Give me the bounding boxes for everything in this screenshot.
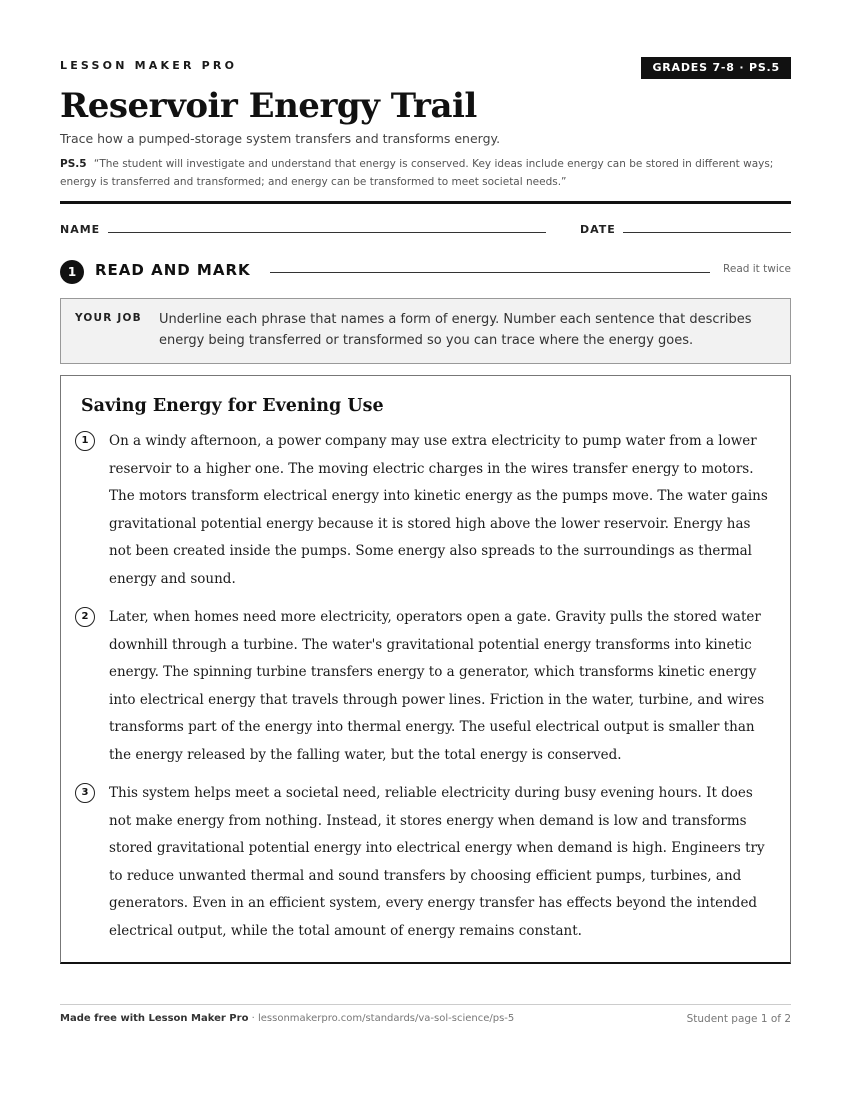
footer-divider <box>60 1004 791 1005</box>
header <box>60 57 791 79</box>
brand-name: LESSON MAKER PRO <box>60 59 238 72</box>
instructions-box <box>60 298 791 364</box>
page-subtitle: Trace how a pumped-storage system transfers and transforms energy. <box>60 131 501 146</box>
instructions-label: YOUR JOB <box>75 312 142 324</box>
section-divider <box>270 272 710 273</box>
instructions-text: Underline each phrase that names a form of energy. Number each sentence that describes energy being transferred or transformed so you can trace where the energy goes. <box>159 312 752 348</box>
paragraph-2: Later, when homes need more electricity, operators open a gate. Gravity pulls the stored water downhill through a turbine. The water's gravitational potential energy transforms into kinetic energy. The spinning turbine transfers energy to a generator, which transforms kinetic energy into electrical energy that travels through power lines. Friction in the water, turbine, and wires transforms part of the energy into thermal energy. The useful electrical output is smaller than the energy released by the falling water, but the total energy is conserved. <box>109 609 765 763</box>
paragraph-3: This system helps meet a societal need, reliable electricity during busy evening hours. It does not make energy from nothing. Instead, it stores energy when demand is low and transforms stored gravitational potential energy into electrical energy when demand is high. Engineers try to reduce unwanted thermal and sound transfers by choosing efficient pumps, turbines, and generators. Even in an efficient system, every energy transfer has effects beyond the intended electrical output, while the total amount of energy remains constant. <box>109 785 765 939</box>
standard-statement <box>60 155 791 191</box>
standard-text: “The student will investigate and understand that energy is conserved. Key ideas include energy can be stored in different ways; energy is transferred and transformed; and energy can be transformed to meet societal needs.” <box>60 158 774 188</box>
paragraph-number-3: 3 <box>75 783 95 803</box>
page-indicator: Student page 1 of 2 <box>686 1013 791 1025</box>
reading-passage <box>60 375 791 964</box>
name-label: NAME <box>60 223 101 236</box>
date-field[interactable] <box>623 232 791 233</box>
grade-badge: GRADES 7-8 · PS.5 <box>641 57 791 79</box>
footer-separator: · <box>248 1013 258 1024</box>
section-number-badge: 1 <box>60 260 84 284</box>
footer-url-link[interactable]: lessonmakerpro.com/standards/va-sol-science/ps-5 <box>257 1013 515 1024</box>
page-title: Reservoir Energy Trail <box>60 86 477 126</box>
footer-credit <box>60 1013 514 1024</box>
name-field[interactable] <box>108 232 546 233</box>
footer-made-with: Made free with Lesson Maker Pro <box>60 1013 249 1024</box>
section-header <box>60 260 791 284</box>
section-note: Read it twice <box>723 263 791 275</box>
date-label: DATE <box>580 223 616 236</box>
standard-code: PS.5 <box>60 158 87 170</box>
section-title: READ AND MARK <box>95 261 251 279</box>
passage-title: Saving Energy for Evening Use <box>81 396 384 416</box>
paragraph-number-1: 1 <box>75 431 95 451</box>
paragraph-number-2: 2 <box>75 607 95 627</box>
header-divider <box>60 201 791 204</box>
paragraph-1: On a windy afternoon, a power company may use extra electricity to pump water from a lower reservoir to a higher one. The moving electric charges in the wires transfer energy to motors. The motors transform electrical energy into kinetic energy as the pumps move. The water gains gravitational potential energy because it is stored high above the lower reservoir. Energy has not been created inside the pumps. Some energy also spreads to the surroundings as thermal energy and sound. <box>109 433 768 587</box>
